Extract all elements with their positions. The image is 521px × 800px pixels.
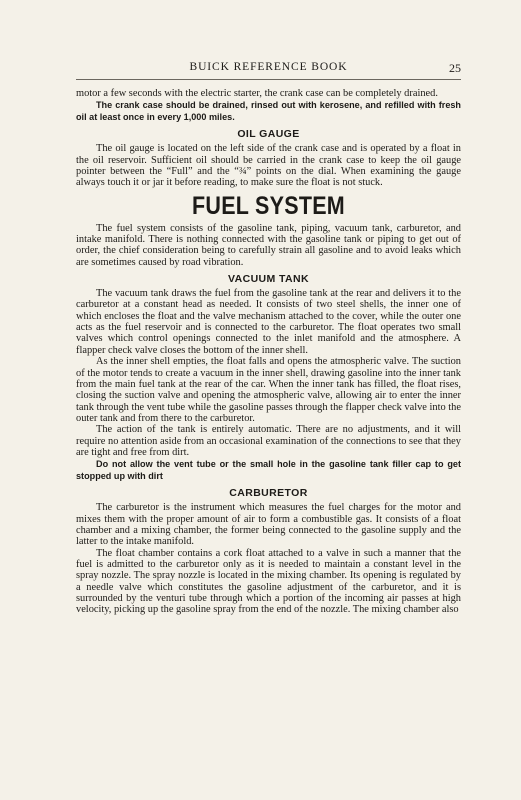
vacuum-tank-paragraph: As the inner shell empties, the float falls and opens the atmospheric valve. The suction of the motor tends to create a vacuum in the inner shell, drawing gasoline into the inner tank from the main fuel tank at the rear of the car. When the inner tank has filled, the float rises, closing the suction valve and opening the atmospheric valve, allowing air to enter the inner tank through the vent tube while the gasoline passes through the flapper check valve into the outer tank and from there to the carburetor. xyxy=(76,356,461,424)
carburetor-paragraph: The carburetor is the instrument which measures the fuel charges for the motor and mixes them with the proper amount of air to form a combustible gas. It consists of a float chamber and a mixing chamber, the former being connected to the gasoline supply and the latter to the intake manifold. xyxy=(76,502,461,548)
oil-gauge-paragraph: The oil gauge is located on the left side of the crank case and is operated by a float in the oil reservoir. Sufficient oil should be carried in the crank case to keep the oil gauge pointer between the “Full” and the “¾” points on the dial. When examining the gauge always touch it or jar it before reading, to make sure the float is not stuck. xyxy=(76,143,461,189)
page-content xyxy=(76,88,461,616)
fuel-system-paragraph: The fuel system consists of the gasoline tank, piping, vacuum tank, carburetor, and intake manifold. There is nothing connected with the gasoline tank or piping to get out of order, the chief consideration being to carefully strain all gasoline and to avoid leaks which are sometimes caused by road vibration. xyxy=(76,222,461,268)
continuation-paragraph: motor a few seconds with the electric starter, the crank case can be completely drained. xyxy=(76,88,438,99)
running-title: BUICK REFERENCE BOOK xyxy=(189,61,348,73)
carburetor-heading: CARBURETOR xyxy=(229,487,308,500)
vent-tube-warning: Do not allow the vent tube or the small hole in the gasoline tank filler cap to get stopped up with dirt xyxy=(76,459,461,482)
fuel-system-heading: FUEL SYSTEM xyxy=(192,191,345,220)
page-number: 25 xyxy=(449,61,461,75)
vacuum-tank-heading: VACUUM TANK xyxy=(227,273,309,286)
drain-note: The crank case should be drained, rinsed out with kerosene, and refilled with fresh oil at least once in every 1,000 miles. xyxy=(76,100,461,123)
oil-gauge-heading: OIL GAUGE xyxy=(237,128,300,141)
vacuum-tank-paragraph: The action of the tank is entirely automatic. There are no adjustments, and it will require no attention aside from an occasional examination of the connections to see that they are tight and free from dirt. xyxy=(76,424,461,458)
carburetor-paragraph: The float chamber contains a cork float attached to a valve in such a manner that the fuel is admitted to the carburetor only as it is needed to maintain a constant level in the spray nozzle. The spray nozzle is located in the mixing chamber. Its opening is regulated by a needle valve which constitutes the gasoline adjustment of the carburetor, and it is surrounded by the venturi tube through which a portion of the incoming air passes at high velocity, picking up the gasoline spray from the end of the nozzle. The mixing chamber also xyxy=(76,547,461,616)
vacuum-tank-paragraph: The vacuum tank draws the fuel from the gasoline tank at the rear and delivers it to the carburetor at a constant head as needed. It consists of two steel shells, the inner one of which encloses the float and the valve mechanism attached to the cover, while the outer one acts as the fuel reservoir and is connected to the carburetor. The float operates two small valves which control openings connected to the inlet manifold and the atmosphere. A flapper check valve closes the bottom of the inner shell. xyxy=(76,288,461,356)
running-head xyxy=(76,61,461,80)
